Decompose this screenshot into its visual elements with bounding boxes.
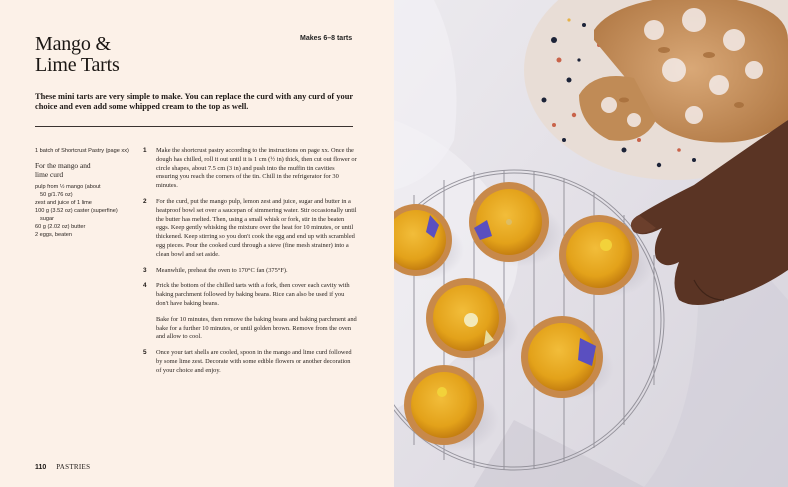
step-3 [143, 267, 357, 276]
tart [521, 316, 603, 398]
ingredient-group-title-line2: lime curd [35, 170, 64, 179]
ingredient-line: 60 g (2.02 oz) butter [35, 224, 86, 230]
ingredient-group-title [35, 161, 135, 179]
ingredient-line: 2 eggs, beaten [35, 232, 73, 238]
ingredient-line: 50 g/1.76 oz) [40, 192, 73, 198]
step-number: 5 [143, 349, 147, 357]
recipe-title [35, 34, 235, 76]
step-4-continued: Bake for 10 minutes, then remove the baking beans and baking parchment and bake for a further 10 minutes, or until golden brown. Remove from the oven and allow to cool. [156, 315, 357, 341]
tart [426, 278, 506, 358]
ingredient-line: 100 g (3.52 oz) caster (superfine) [35, 208, 118, 214]
ingredients-list [35, 147, 135, 239]
step-number: 2 [143, 197, 147, 205]
step-text: Prick the bottom of the chilled tarts with a fork, then cover each cavity with baking parchment followed by baking beans. Rice can also be used if you don't have baking beans. [156, 282, 350, 307]
recipe-title-line1: Mango & [35, 33, 111, 55]
recipe-intro: These mini tarts are very simple to make. You can replace the curd with any curd of your choice and even add some whipped cream to the top as well. [35, 92, 353, 111]
divider [35, 126, 353, 127]
ingredient-group-title-line1: For the mango and [35, 161, 91, 170]
tart [469, 182, 549, 262]
recipe-title-line2: Lime Tarts [35, 54, 120, 76]
page-number: 110 [35, 464, 47, 471]
step-4 [143, 282, 357, 308]
section-name: PASTRIES [56, 463, 91, 471]
ingredient-line: pulp from ½ mango (about [35, 184, 101, 190]
page-footer [35, 463, 90, 471]
step-number: 3 [143, 266, 147, 274]
step-text: Once your tart shells are cooled, spoon in the mango and lime curd followed by some lime zest. Decorate with some edible flowers or another decoration of your choice and enjoy. [156, 349, 352, 374]
step-text: Make the shortcrust pastry according to the instructions on page xx. Once the dough has chilled, roll it out until it is 1 cm (½ in) thick, then cut out flower or circle shapes, about 7.5 cm (3 in) and push into the muffin tin cavities ensuring you reach the corners of the tin. Chill in the refrigerator for 30 minutes. [156, 147, 357, 190]
step-1 [143, 147, 357, 191]
ingredient-line: sugar [40, 216, 54, 222]
step-2 [143, 198, 357, 260]
tart [559, 215, 639, 295]
step-5 [143, 349, 357, 375]
ingredient-line: zest and juice of 1 lime [35, 200, 92, 206]
method-steps [143, 147, 357, 383]
recipe-yield: Makes 6–8 tarts [300, 35, 353, 42]
tart [404, 365, 484, 445]
step-text: For the curd, put the mango pulp, lemon zest and juice, sugar and butter in a heatproof bowl set over a saucepan of simmering water. Stir occasionally until the butter has melted. Then, using a small whisk or fork, stir in the beaten eggs. Keep gently whisking the mixture over the heat for 10 minutes, or until thickened. Keep stirring so you don't cook the egg and end up with scrambled egg pieces. Pour the cooked curd through a sieve (fine mesh strainer) into a clean bowl and set aside. [156, 197, 357, 258]
step-number: 1 [143, 147, 147, 154]
ingredient-lines [35, 183, 135, 239]
recipe-photo [394, 0, 788, 487]
ingredient-base: 1 batch of Shortcrust Pastry (page xx) [35, 148, 129, 154]
step-number: 4 [143, 282, 147, 290]
step-text: Meanwhile, preheat the oven to 170°C fan (375°F). [156, 266, 288, 274]
